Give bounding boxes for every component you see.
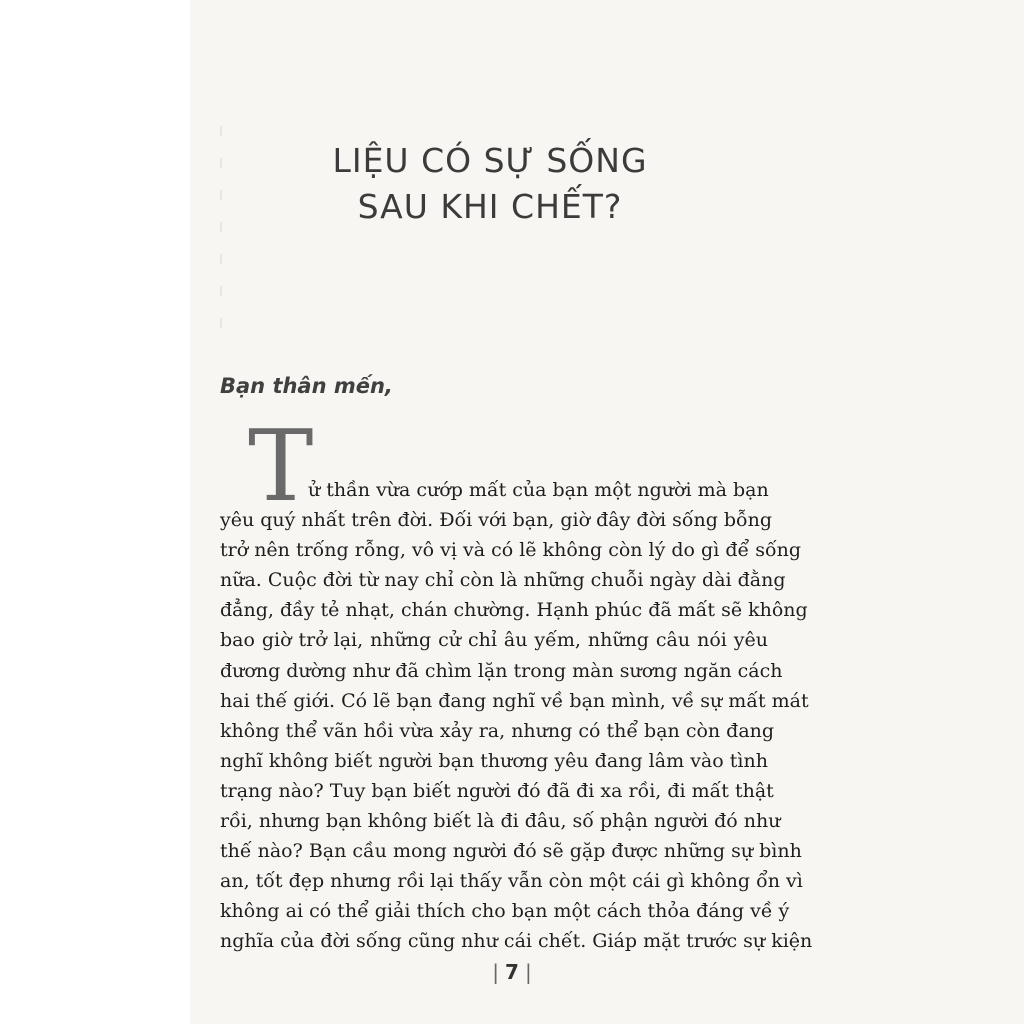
text-line: rồi, nhưng bạn không biết là đi đâu, số phận người đó như (220, 810, 781, 833)
text-line: ử thần vừa cướp mất của bạn một người mà bạn (308, 479, 769, 501)
salutation: Bạn thân mến, (220, 374, 393, 398)
chapter-title-line-1: LIỆU CÓ SỰ SỐNG (332, 141, 648, 180)
text-line: an, tốt đẹp nhưng rồi lại thấy vẫn còn một cái gì không ổn vì (220, 870, 803, 893)
text-line: trở nên trống rỗng, vô vị và có lẽ không còn lý do gì để sống (220, 539, 801, 562)
bleed-through-mark (220, 190, 246, 200)
page-number-bar-left: | (492, 960, 500, 984)
text-line: yêu quý nhất trên đời. Đối với bạn, giờ đây đời sống bỗng (220, 509, 773, 532)
chapter-title (280, 138, 700, 230)
text-line: trạng nào? Tuy bạn biết người đó đã đi xa rồi, đi mất thật (220, 779, 774, 802)
text-line: nghĩa của đời sống cũng như cái chết. Giáp mặt trước sự kiện (220, 930, 813, 953)
bleed-through-mark (220, 158, 246, 168)
text-line: hai thế giới. Có lẽ bạn đang nghĩ về bạn mình, về sự mất mát (220, 689, 809, 712)
page-number: 7 (505, 960, 519, 984)
drop-cap: T (248, 410, 314, 524)
bleed-through-mark (220, 286, 246, 296)
text-line: đương dường như đã chìm lặn trong màn sương ngăn cách (220, 659, 783, 682)
page-number-footer (0, 960, 1024, 984)
bleed-through-mark (220, 126, 246, 136)
bleed-through-mark (220, 222, 246, 232)
text-line: bao giờ trở lại, những cử chỉ âu yếm, những câu nói yêu (220, 629, 768, 652)
bleed-through-mark (220, 254, 246, 264)
text-line: nghĩ không biết người bạn thương yêu đang lâm vào tình (220, 749, 768, 772)
chapter-title-line-2: SAU KHI CHẾT? (357, 187, 623, 226)
bleed-through-mark (220, 318, 246, 328)
body-paragraph (220, 475, 813, 957)
text-line: nữa. Cuộc đời từ nay chỉ còn là những chuỗi ngày dài đằng (220, 569, 786, 592)
text-line: không ai có thể giải thích cho bạn một cách thỏa đáng về ý (220, 900, 790, 923)
text-line: thế nào? Bạn cầu mong người đó sẽ gặp được những sự bình (220, 840, 802, 863)
text-line: không thể vãn hồi vừa xảy ra, nhưng có thể bạn còn đang (220, 719, 775, 742)
text-line: đẳng, đầy tẻ nhạt, chán chường. Hạnh phúc đã mất sẽ không (220, 599, 808, 622)
page-number-bar-right: | (524, 960, 532, 984)
